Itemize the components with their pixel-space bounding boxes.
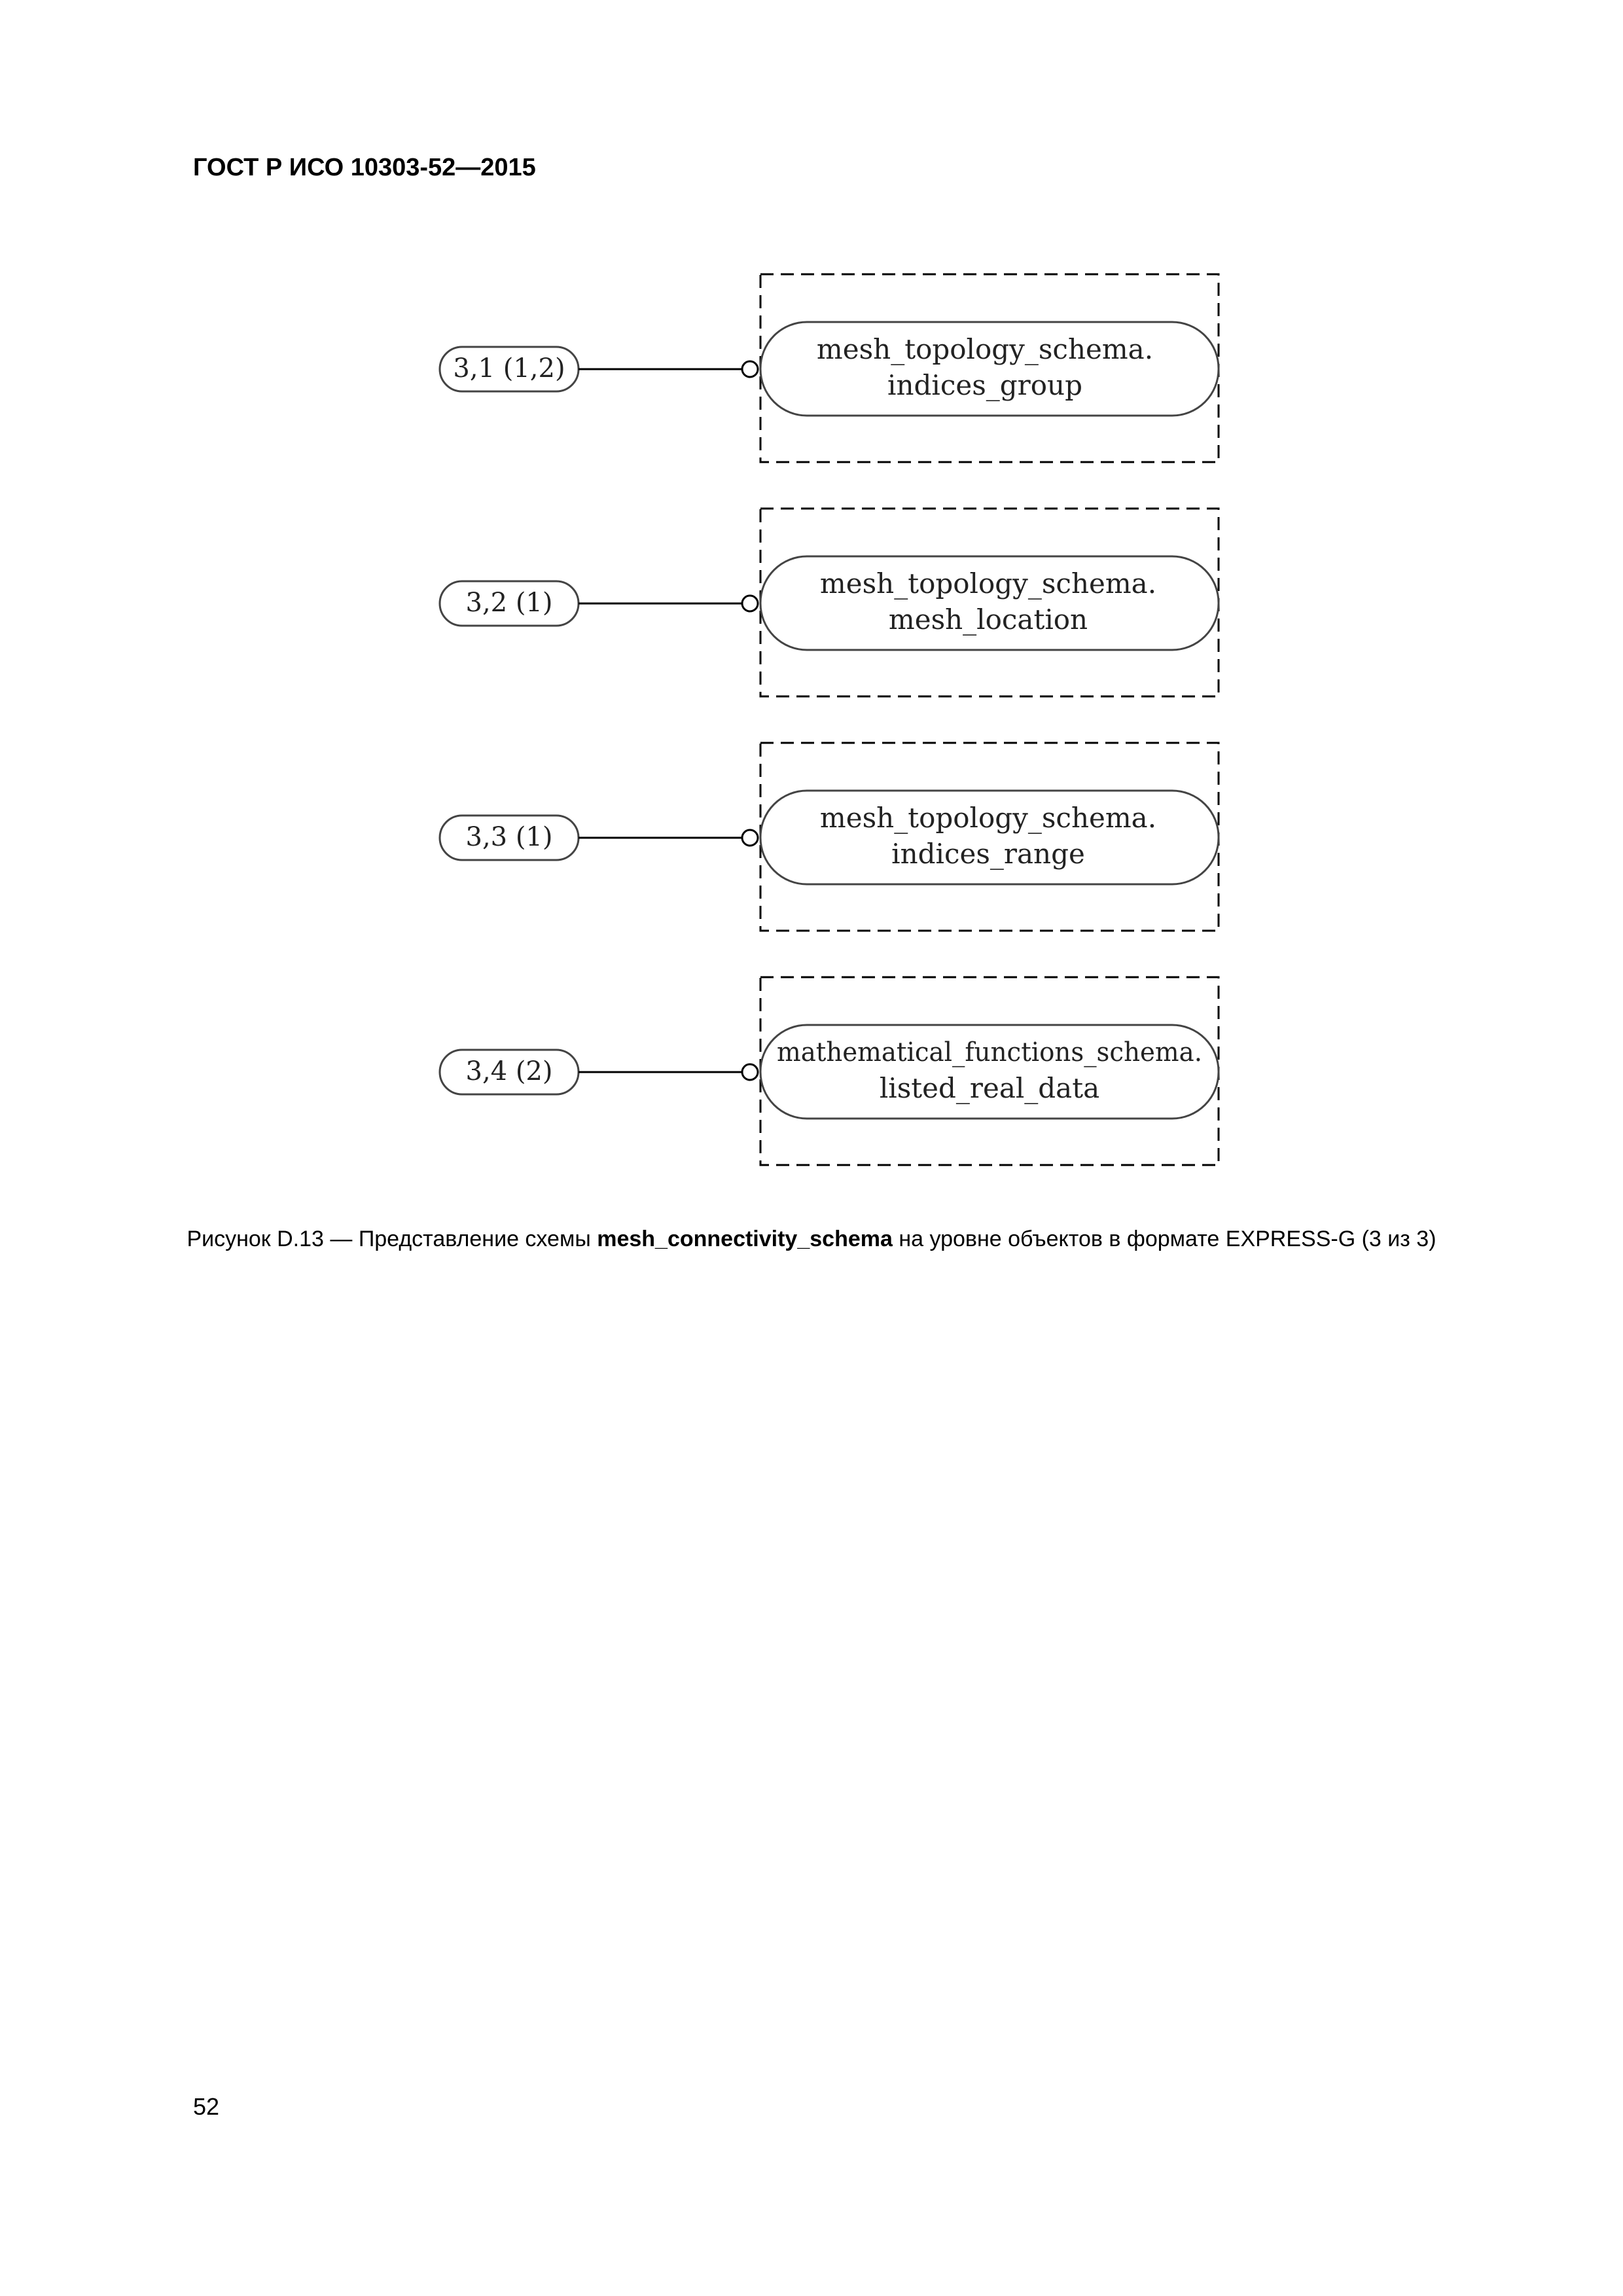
caption-prefix: Рисунок D.13 — Представление схемы [187, 1227, 597, 1251]
page-reference-label: 3,2 (1) [465, 588, 553, 618]
reference-group-1 [440, 274, 1219, 462]
relation-circle-end [742, 1064, 758, 1080]
caption-schema-name: mesh_connectivity_schema [597, 1227, 893, 1251]
reference-group-2 [440, 509, 1219, 696]
entity-name-line1: mesh_topology_schema. [816, 333, 1154, 365]
relation-circle-end [742, 361, 758, 377]
entity-name-line2: listed_real_data [879, 1072, 1100, 1104]
relation-circle-end [742, 830, 758, 846]
figure-caption [0, 1225, 1623, 1253]
entity-name-line2: indices_range [891, 838, 1085, 870]
entity-name-line2: mesh_location [888, 603, 1088, 636]
reference-group-4 [440, 977, 1219, 1165]
caption-suffix: на уровне объектов в формате EXPRESS-G (3 из 3) [892, 1227, 1436, 1251]
page-reference-label: 3,1 (1,2) [453, 353, 565, 384]
page-reference-label: 3,4 (2) [465, 1056, 553, 1086]
entity-name-line2: indices_group [887, 369, 1082, 401]
document-header: ГОСТ Р ИСО 10303-52—2015 [193, 154, 536, 181]
reference-group-3 [440, 743, 1219, 931]
page-number: 52 [193, 2093, 220, 2120]
page-reference-label: 3,3 (1) [465, 822, 553, 852]
entity-name-line1: mesh_topology_schema. [819, 567, 1157, 600]
entity-name-line1: mesh_topology_schema. [819, 802, 1157, 834]
relation-circle-end [742, 596, 758, 611]
entity-name-line1: mathematical_functions_schema. [777, 1037, 1202, 1067]
